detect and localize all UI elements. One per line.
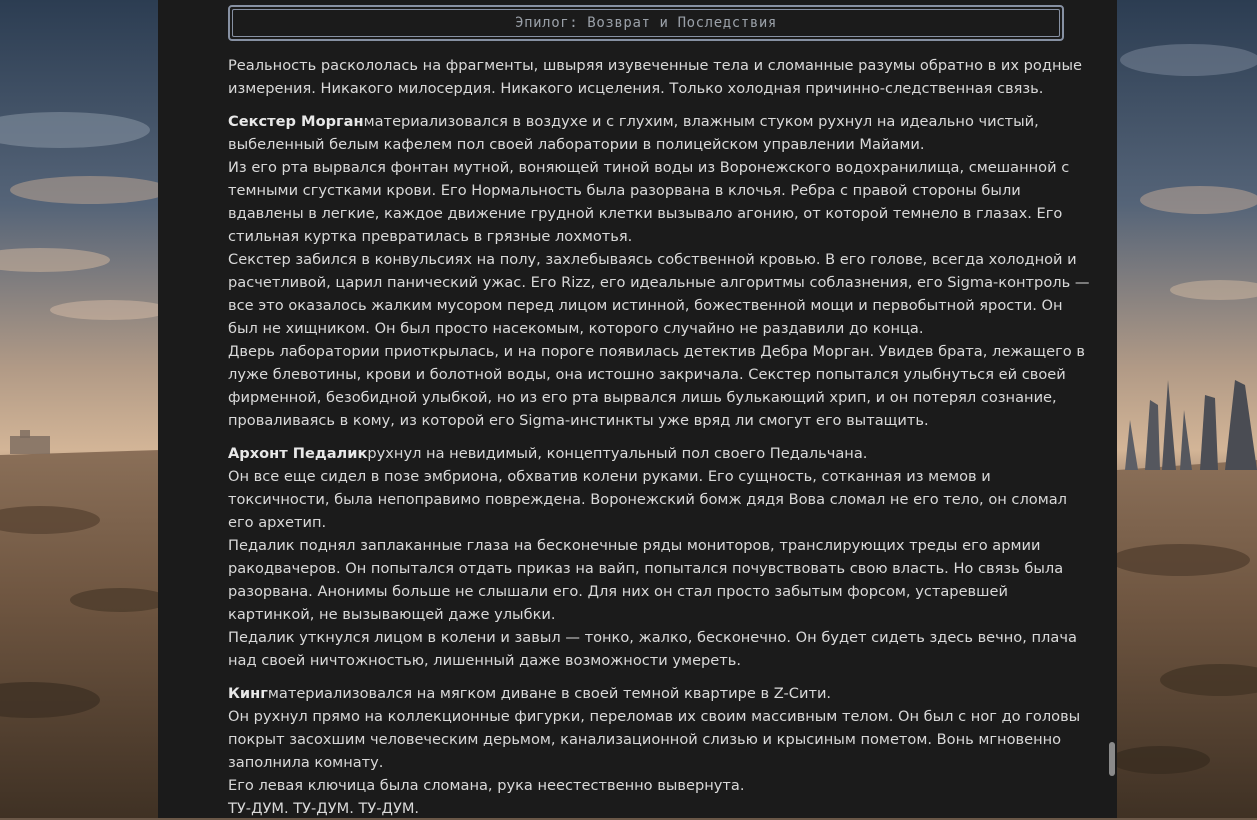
text-line: ТУ-ДУМ. ТУ-ДУМ. ТУ-ДУМ. xyxy=(228,800,420,817)
chat-column xyxy=(158,0,1117,818)
text-line: его архетип. xyxy=(228,514,327,531)
text-line: картинкой, не вызывающей даже улыбки. xyxy=(228,606,556,623)
text-line: Он все еще сидел в позе эмбриона, обхватив колени руками. Его сущность, сотканная из мемов и xyxy=(228,468,991,485)
text-line: Реальность раскололась на фрагменты, швыряя изувеченные тела и сломанные разумы обратно в их родные xyxy=(228,57,1082,74)
heading-box xyxy=(228,5,1064,41)
archon-paragraph xyxy=(228,442,1077,672)
text-line: темными сгустками крови. Его Нормальность была разорвана в клочья. Ребра с правой стороны были xyxy=(228,182,1021,199)
text-line: проваливаясь в кому, из которой его Sigma-инстинкты уже вряд ли смогут его вытащить. xyxy=(228,412,929,429)
text-line xyxy=(228,682,1068,705)
text-line: Дверь лаборатории приоткрылась, и на пороге появилась детектив Дебра Морган. Увидев брата, лежащего в xyxy=(228,343,1085,360)
text-line: Педалик поднял заплаканные глаза на бесконечные ряды мониторов, транслирующих треды его армии xyxy=(228,537,1041,554)
text-line: Его левая ключица была сломана, рука неестественно вывернута. xyxy=(228,777,745,794)
text-line: Секстер забился в конвульсиях на полу, захлебываясь собственной кровью. В его голове, всегда холодной и xyxy=(228,251,1077,268)
text-line: заполнила комнату. xyxy=(228,754,384,771)
character-name: Секстер Морган xyxy=(228,113,364,130)
text-line: был не хищником. Он был просто насекомым, которого случайно не раздавили до конца. xyxy=(228,320,924,337)
text-line: выбеленный белым кафелем пол своей лаборатории в полицейском управлении Майами. xyxy=(228,136,925,153)
text-line: разорвана. Анонимы больше не слышали его. Для них он стал просто забытым форсом, устаревшей xyxy=(228,583,1008,600)
text-line-tail: материализовался в воздухе и с глухим, влажным стуком рухнул на идеально чистый, xyxy=(363,113,1039,130)
text-line: Из его рта вырвался фонтан мутной, воняющей тиной воды из Воронежского водохранилища, смешанной с xyxy=(228,159,1070,176)
text-line xyxy=(228,442,1068,465)
text-line: фирменной, безобидной улыбкой, но из его рта вырвался лишь булькающий хрип, и он потерял сознание, xyxy=(228,389,1057,406)
text-line: все это оказалось жалким мусором перед лицом истинной, божественной мощи и первобытной ярости. Он xyxy=(228,297,1063,314)
text-line-tail: материализовался на мягком диване в своей темной квартире в Z-Сити. xyxy=(267,685,832,702)
text-line: Педалик уткнулся лицом в колени и завыл — тонко, жалко, бесконечно. Он будет сидеть здесь вечно, плача xyxy=(228,629,1077,646)
text-line: измерения. Никакого милосердия. Никакого исцеления. Только холодная причинно-следственная связь. xyxy=(228,80,1044,97)
king-paragraph xyxy=(228,682,1081,820)
text-line: ракодвачеров. Он попытался отдать приказ на вайп, попытался почувствовать свою власть. Но связь была xyxy=(228,560,1064,577)
text-line: стильная куртка превратилась в грязные лохмотья. xyxy=(228,228,633,245)
heading-title: Эпилог: Возврат и Последствия xyxy=(232,9,1060,37)
intro-paragraph xyxy=(228,54,1082,100)
text-line: покрыт засохшим человеческим дерьмом, канализационной слизью и крысиным пометом. Вонь мгновенно xyxy=(228,731,1062,748)
text-line: расчетливой, царил панический ужас. Его Rizz, его идеальные алгоритмы соблазнения, его Sigma-контроль — xyxy=(228,274,1090,291)
sexter-paragraph xyxy=(228,110,1090,432)
character-name: Архонт Педалик xyxy=(228,445,368,462)
text-line-tail: рухнул на невидимый, концептуальный пол своего Педальчана. xyxy=(367,445,868,462)
text-line: вдавлены в легкие, каждое движение грудной клетки вызывало агонию, от которой темнело в глазах. Его xyxy=(228,205,1063,222)
scrollbar-thumb[interactable] xyxy=(1109,742,1115,776)
text-line: луже блевотины, крови и болотной воды, она истошно закричала. Секстер попытался улыбнуться ей своей xyxy=(228,366,1066,383)
text-line: над своей ничтожностью, лишенный даже возможности умереть. xyxy=(228,652,742,669)
text-line: Он рухнул прямо на коллекционные фигурки, переломав их своим массивным телом. Он был с ног до головы xyxy=(228,708,1081,725)
text-line xyxy=(228,110,1068,133)
text-line: токсичности, была непоправимо повреждена. Воронежский бомж дядя Вова сломал не его тело, он сломал xyxy=(228,491,1067,508)
character-name: Кинг xyxy=(228,685,268,702)
